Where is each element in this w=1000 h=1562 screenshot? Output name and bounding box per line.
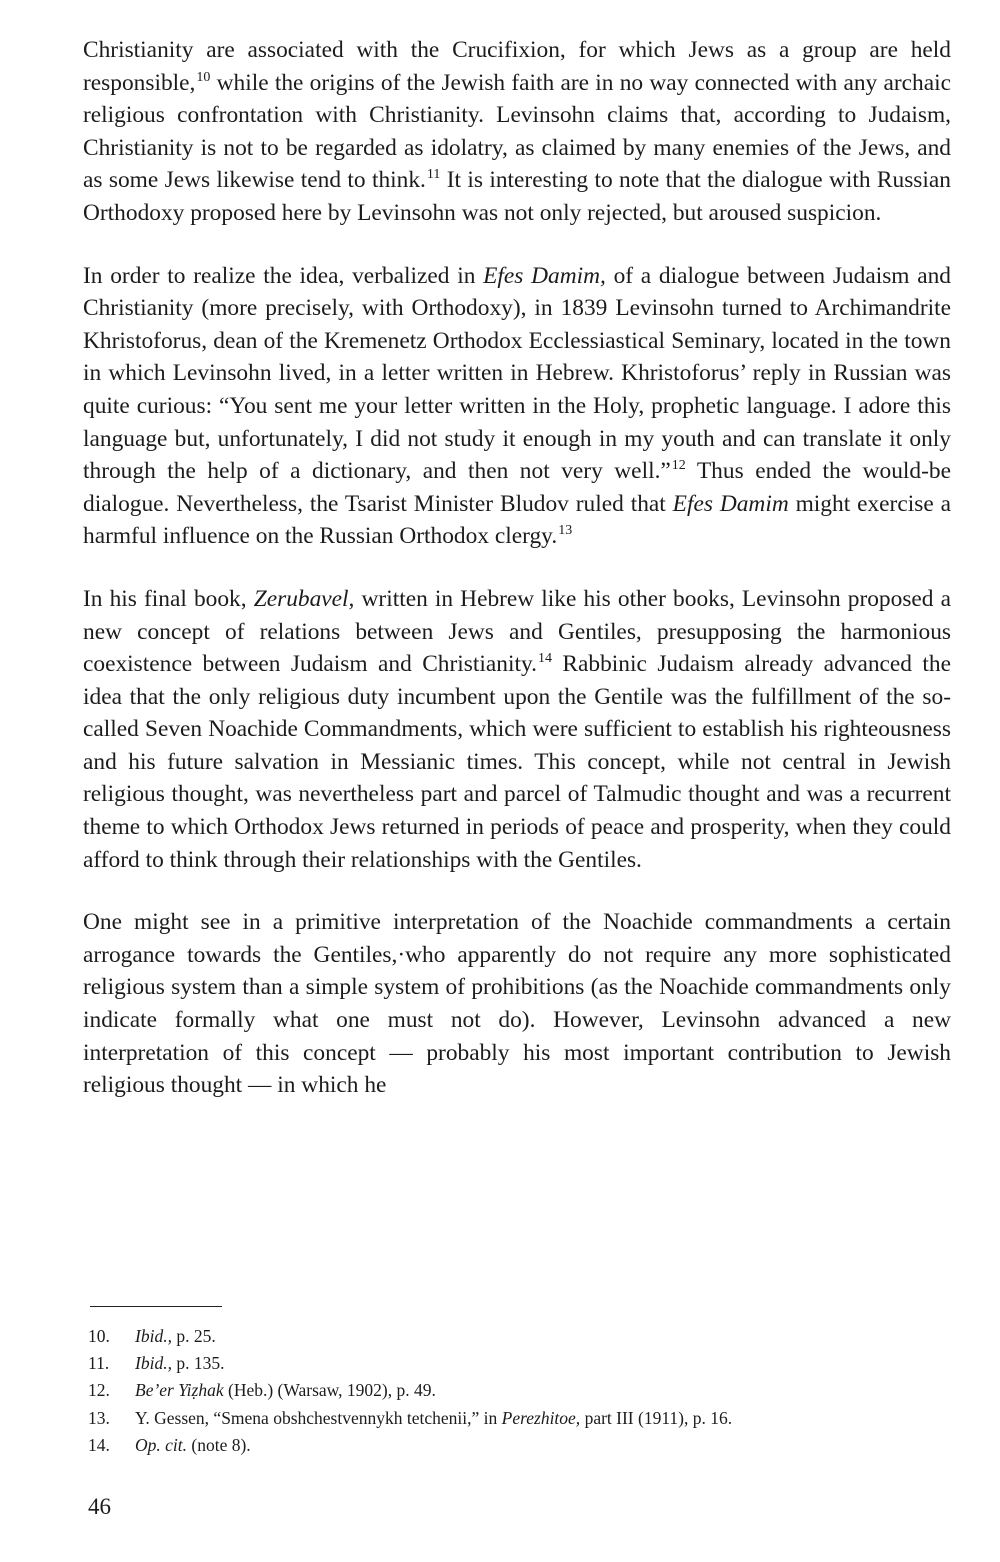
- text-run: In order to realize the idea, verbalized in: [83, 262, 484, 289]
- footnote-separator: [90, 1306, 222, 1307]
- footnote-ref: 14: [538, 651, 552, 667]
- italic-title: Efes Damim,: [483, 262, 606, 289]
- text-run: p. 25.: [171, 1326, 216, 1346]
- paragraph: [83, 906, 951, 1102]
- text-run: might exercise a harmful influence on the Russian Orthodox clergy.: [83, 490, 951, 550]
- footnotes: [88, 1323, 948, 1459]
- main-text: [83, 34, 951, 1132]
- footnote-ref: 10: [196, 69, 211, 85]
- italic-title: Perezhitoe,: [501, 1407, 581, 1428]
- footnote-number: 11.: [88, 1353, 110, 1374]
- text-run: Christianity are associated with the Crucifixion, for which Jews as a group are held responsible,: [83, 37, 951, 96]
- text-run: One might see in a primitive interpretation of the Noachide commandments a certain arrogance towards the Gentiles,·who apparently do not require any more sophisticated religious system than a simple system of prohibitions (as the Noachide commandments only indicate formally what one must not do). However, Levinsohn advanced a new interpretation of this concept — probably his most important contribution to Jewish religious thought — in which he: [83, 909, 951, 1099]
- text-run: Rabbinic Judaism already advanced the idea that the only religious duty incumbent upon the Gentile was the fulfillment of the so-called Seven Noachide Commandments, which were sufficient to establish his righteousness and his future salvation in Messianic times. This concept, while not central in Jewish religious thought, was nevertheless part and parcel of Talmudic thought and was a recurrent theme to which Orthodox Jews returned in periods of peace and prosperity, when they could afford to think through their relationships with the Gentiles.: [83, 651, 952, 873]
- paragraph: [83, 583, 951, 876]
- text-run: (Heb.) (Warsaw, 1902), p. 49.: [223, 1380, 436, 1401]
- footnote-ref: 11: [426, 167, 441, 183]
- footnote: [88, 1350, 948, 1377]
- italic-title: Ibid.,: [135, 1326, 172, 1346]
- text-run: It is interesting to note that the dialogue with Russian Orthodoxy proposed here by Levinsohn was not only rejected, but aroused suspicion.: [83, 167, 951, 226]
- footnote-text: [135, 1432, 251, 1459]
- footnote: [88, 1377, 948, 1404]
- footnote-number: 10.: [88, 1326, 110, 1346]
- footnote: [88, 1405, 948, 1432]
- footnote-text: [135, 1350, 224, 1377]
- footnote-text: [135, 1323, 216, 1350]
- footnote-number: 13.: [88, 1407, 110, 1428]
- footnote-number: 14.: [88, 1434, 110, 1455]
- footnote-text: [135, 1405, 732, 1432]
- italic-title: Be’er Yiẓhak: [135, 1380, 224, 1401]
- text-run: of a dialogue between Judaism and Christianity (more precisely, with Orthodoxy), in 1839 Levinsohn turned to Archimandrite Khristoforus, dean of the Kremenetz Orthodox Ecclessiastical Seminary, located in the town in which Levinsohn lived, in a letter written in Hebrew. Khristoforus’ reply in Russian was quite curious: “You sent me your letter written in the Holy, prophetic language. I adore this language but, unfortunately, I did not study it enough in my youth and can translate it only through the help of a dictionary, and then not very well.”: [83, 262, 951, 485]
- text-run: while the origins of the Jewish faith are in no way connected with any archaic religious confrontation with Christianity. Levinsohn claims that, according to Judaism, Christianity is not to be regarded as idolatry, as claimed by many enemies of the Jews, and as some Jews likewise tend to think.: [83, 69, 951, 194]
- italic-title: Efes Damim: [672, 490, 789, 517]
- footnote-text: [135, 1377, 436, 1404]
- footnote-number: 12.: [88, 1380, 110, 1401]
- italic-title: Op. cit.: [135, 1434, 188, 1455]
- text-run: part III (1911), p. 16.: [580, 1407, 733, 1428]
- footnote: [88, 1323, 948, 1350]
- page-number: 46: [88, 1494, 111, 1519]
- italic-title: Ibid.,: [135, 1353, 172, 1374]
- text-run: Y. Gessen, “Smena obshchestvennykh tetchenii,” in: [135, 1407, 502, 1428]
- paragraph: [83, 34, 951, 230]
- text-run: p. 135.: [171, 1353, 225, 1374]
- footnote-ref: 13: [558, 523, 573, 539]
- footnote: [88, 1432, 948, 1459]
- text-run: written in Hebrew like his other books, Levinsohn proposed a new concept of relations between Jews and Gentiles, presupposing the harmonious coexistence between Judaism and Christianity.: [83, 585, 951, 678]
- footnote-ref: 12: [671, 458, 686, 474]
- italic-title: Zerubavel,: [253, 585, 355, 612]
- paragraph: [83, 260, 951, 553]
- text-run: (note 8).: [187, 1434, 251, 1455]
- text-run: Thus ended the would-be dialogue. Nevertheless, the Tsarist Minister Bludov ruled that: [83, 458, 951, 517]
- text-run: In his final book,: [83, 585, 254, 612]
